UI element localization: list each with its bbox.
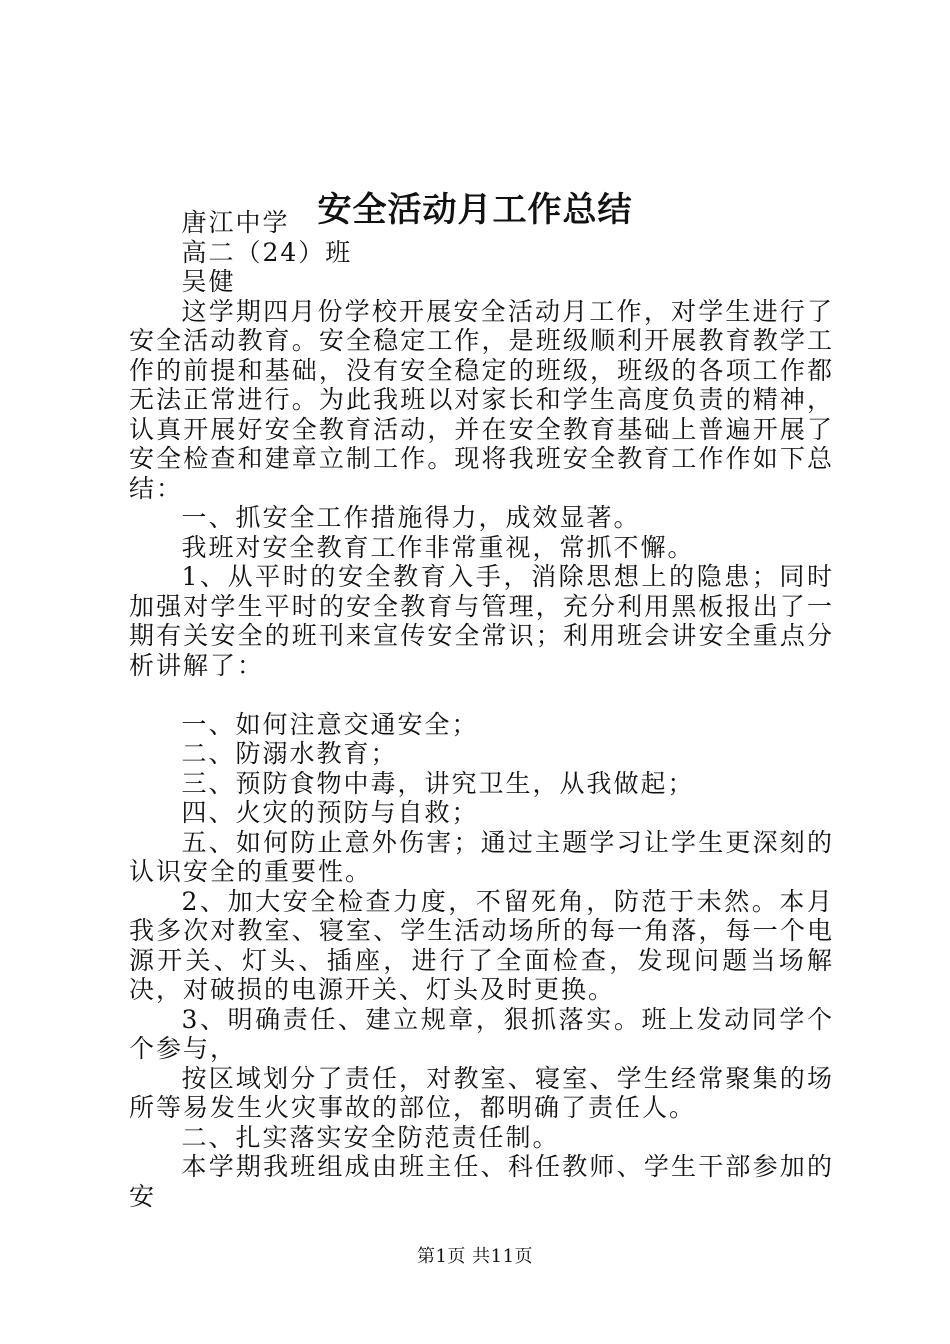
school-line: 唐江中学	[181, 208, 290, 237]
paragraph-intro: 这学期四月份学校开展安全活动月工作，对学生进行了安全活动教育。安全稳定工作，是班级顺利开展教育教学工作的前提和基础，没有安全稳定的班级，班级的各项工作都无法正常进行。为此我班以对家长和学生高度负责的精神，认真开展好安全教育活动，并在安全教育基础上普遍开展了安全检查和建章立制工作。现将我班安全教育工作作如下总结：	[129, 296, 834, 503]
list-item: 二、防溺水教育；	[181, 739, 398, 768]
list-item: 五、如何防止意外伤害；通过主题学习让学生更深刻的认识安全的重要性。	[129, 827, 834, 886]
document-body	[129, 208, 834, 1211]
paragraph: 按区域划分了责任，对教室、寝室、学生经常聚集的场所等易发生火灾事故的部位，都明确了责任人。	[129, 1063, 834, 1122]
section-heading-1: 一、抓安全工作措施得力，成效显著。	[181, 503, 641, 532]
section-heading-2: 二、扎实落实安全防范责任制。	[181, 1122, 560, 1152]
class-line: 高二（24）班	[181, 237, 353, 267]
author-line: 吴健	[181, 267, 236, 296]
paragraph: 我班对安全教育工作非常重视，常抓不懈。	[181, 532, 695, 562]
list-item: 四、火灾的预防与自救；	[181, 798, 479, 827]
paragraph-item-1: 1、从平时的安全教育入手，消除思想上的隐患；同时加强对学生平时的安全教育与管理，充分利用黑板报出了一期有关安全的班刊来宣传安全常识；利用班会讲安全重点分析讲解了：	[129, 562, 834, 680]
blank-line	[129, 680, 834, 710]
document-title: 安全活动月工作总结	[317, 190, 633, 230]
paragraph-item-2: 2、加大安全检查力度，不留死角，防范于未然。本月我多次对教室、寝室、学生活动场所的每一角落，每一个电源开关、灯头、插座，进行了全面检查，发现问题当场解决，对破损的电源开关、灯头及时更换。	[129, 886, 834, 1004]
paragraph-item-3: 3、明确责任、建立规章，狠抓落实。班上发动同学个个参与，	[129, 1004, 834, 1063]
list-item: 一、如何注意交通安全；	[181, 709, 479, 739]
page-number-footer: 第1页 共11页	[416, 1246, 534, 1267]
paragraph: 本学期我班组成由班主任、科任教师、学生干部参加的安	[129, 1152, 834, 1211]
list-item: 三、预防食物中毒，讲究卫生，从我做起；	[181, 768, 695, 798]
